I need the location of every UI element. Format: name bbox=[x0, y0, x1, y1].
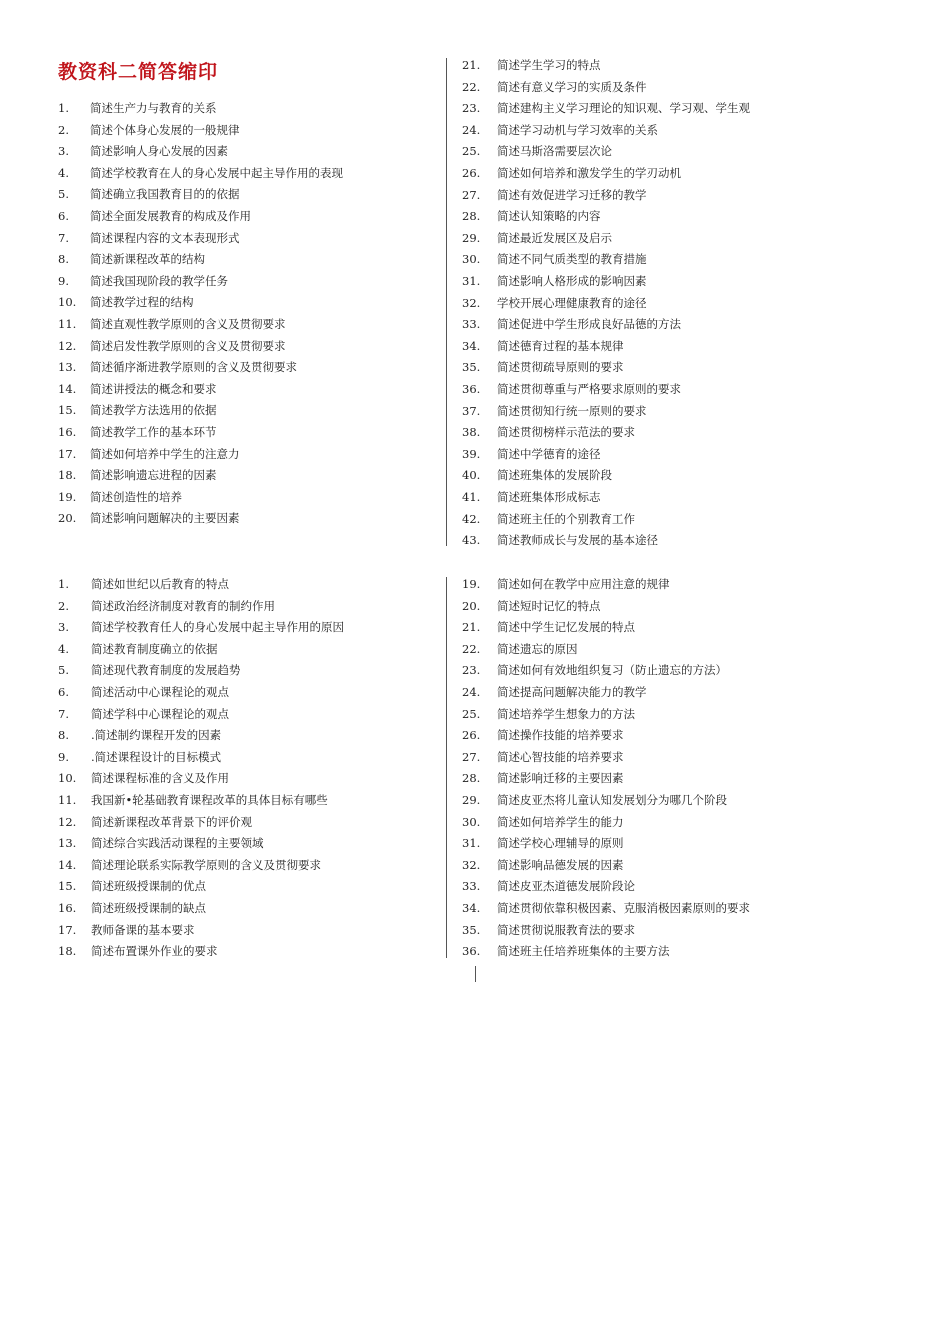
item-text: 简述中学生记忆发展的特点 bbox=[497, 620, 635, 635]
item-text: 简述循序渐进教学原则的含义及贯彻要求 bbox=[90, 360, 297, 375]
item-number: 17. bbox=[58, 446, 77, 461]
item-text: 简述如何在教学中应用注意的规律 bbox=[497, 577, 670, 591]
item-number: 18. bbox=[58, 944, 77, 959]
item-text: 简述学科中心课程论的观点 bbox=[91, 706, 229, 721]
item-text: 简述影响迁移的主要因素 bbox=[497, 771, 624, 786]
item-number: 10. bbox=[58, 771, 77, 786]
item-text: 简述教育制度确立的依据 bbox=[91, 641, 218, 656]
item-text: 简述有意义学习的实质及条件 bbox=[497, 79, 647, 94]
item-number: 16. bbox=[58, 901, 77, 915]
item-text: 简述确立我国教育目的的依据 bbox=[90, 187, 240, 202]
item-text: 简述贯彻疏导原则的要求 bbox=[497, 360, 624, 375]
item-text: 简述政治经济制度对教育的制约作用 bbox=[91, 598, 275, 613]
item-text: 简述讲授法的概念和要求 bbox=[90, 381, 217, 396]
item-text: 学校开展心理健康教育的途径 bbox=[497, 295, 647, 310]
item-text: 简述创造性的培养 bbox=[90, 489, 182, 504]
item-number: 17. bbox=[58, 922, 77, 937]
item-text: 简述如何培养学生的能力 bbox=[497, 814, 624, 829]
item-text: 简述直观性教学原则的含义及贯彻要求 bbox=[90, 317, 286, 331]
item-text: 简述建构主义学习理论的知识观、学习观、学生观 bbox=[497, 101, 750, 116]
item-text: 简述培养学生想象力的方法 bbox=[497, 706, 635, 721]
item-text: 简述提高问题解决能力的教学 bbox=[497, 685, 647, 699]
item-number: 31. bbox=[462, 274, 481, 288]
item-number: 2. bbox=[58, 122, 69, 137]
item-text: 简述学校教育在人的身心发展中起主导作用的表现 bbox=[90, 165, 343, 180]
item-number: 35. bbox=[462, 360, 481, 375]
item-text: 简述德育过程的基本规律 bbox=[497, 338, 624, 353]
item-number: 15. bbox=[58, 403, 77, 418]
item-text: 简述综合实践活动课程的主要领域 bbox=[91, 836, 264, 851]
item-text: 简述操作技能的培养要求 bbox=[497, 728, 624, 743]
item-number: 42. bbox=[462, 511, 481, 526]
item-text: 简述影响人格形成的影响因素 bbox=[497, 274, 647, 288]
item-text: 简述班主任培养班集体的主要方法 bbox=[497, 944, 670, 959]
item-text: 简述心智技能的培养要求 bbox=[497, 749, 624, 764]
item-text: 简述贯彻依靠积极因素、克服消极因素原则的要求 bbox=[497, 901, 750, 915]
item-number: 23. bbox=[462, 663, 481, 678]
item-number: 12. bbox=[58, 338, 77, 353]
item-number: 32. bbox=[462, 857, 481, 872]
item-number: 12. bbox=[58, 814, 77, 829]
column-divider bbox=[446, 58, 447, 546]
item-text: 简述教师成长与发展的基本途径 bbox=[497, 533, 658, 548]
item-text: 简述班集体形成标志 bbox=[497, 490, 601, 504]
item-number: 37. bbox=[462, 403, 481, 418]
item-text: 简述遗忘的原因 bbox=[497, 641, 578, 656]
item-number: 29. bbox=[462, 230, 481, 245]
item-text: 简述学习动机与学习效率的关系 bbox=[497, 122, 658, 137]
item-text: 简述中学德育的途径 bbox=[497, 446, 601, 461]
page-title: 教资科二简答缩印 bbox=[58, 61, 219, 83]
item-number: 34. bbox=[462, 338, 481, 353]
item-number: 22. bbox=[462, 79, 481, 94]
item-text: 简述个体身心发展的一般规律 bbox=[90, 122, 240, 137]
item-number: 24. bbox=[462, 685, 481, 699]
item-text: 简述如何有效地组织复习（防止遗忘的方法） bbox=[497, 663, 727, 678]
item-number: 19. bbox=[462, 577, 481, 591]
item-number: 26. bbox=[462, 166, 481, 180]
item-text: 简述短时记忆的特点 bbox=[497, 598, 601, 613]
item-number: 11. bbox=[58, 793, 77, 807]
item-number: 33. bbox=[462, 317, 481, 332]
item-number: 25. bbox=[462, 706, 481, 721]
item-number: 1. bbox=[58, 577, 69, 591]
item-number: 38. bbox=[462, 425, 481, 440]
item-text: 简述活动中心课程论的观点 bbox=[91, 685, 229, 699]
item-text: 简述贯彻榜样示范法的要求 bbox=[497, 425, 635, 440]
item-number: 22. bbox=[462, 641, 481, 656]
item-text: 简述布置课外作业的要求 bbox=[91, 944, 218, 959]
item-number: 16. bbox=[58, 425, 77, 439]
item-text: 简述新课程改革的结构 bbox=[90, 252, 205, 267]
item-number: 14. bbox=[58, 381, 77, 396]
item-number: 11. bbox=[58, 317, 77, 331]
item-number: 20. bbox=[58, 511, 77, 526]
item-number: 35. bbox=[462, 922, 481, 937]
item-text: 简述生产力与教育的关系 bbox=[90, 101, 217, 115]
item-text: .简述课程设计的目标模式 bbox=[91, 749, 222, 764]
item-text: 简述现代教育制度的发展趋势 bbox=[91, 663, 241, 678]
item-number: 36. bbox=[462, 944, 481, 959]
item-text: 简述全面发展教育的构成及作用 bbox=[90, 209, 251, 223]
item-number: 30. bbox=[462, 814, 481, 829]
item-text: 简述课程标准的含义及作用 bbox=[91, 771, 229, 786]
item-number: 20. bbox=[462, 598, 481, 613]
item-text: 简述理论联系实际教学原则的含义及贯彻要求 bbox=[91, 857, 321, 872]
item-number: 33. bbox=[462, 879, 481, 894]
item-text: 简述教学方法选用的依据 bbox=[90, 403, 217, 418]
item-text: 简述贯彻知行统一原则的要求 bbox=[497, 403, 647, 418]
item-number: 13. bbox=[58, 836, 77, 851]
item-number: 21. bbox=[462, 620, 481, 635]
item-number: 24. bbox=[462, 122, 481, 137]
item-text: 我国新•轮基础教育课程改革的具体目标有哪些 bbox=[91, 793, 328, 807]
item-text: 简述课程内容的文本表现形式 bbox=[90, 230, 240, 245]
item-text: 简述学生学习的特点 bbox=[497, 58, 601, 72]
item-text: 简述学校教育任人的身心发展中起主导作用的原因 bbox=[91, 620, 344, 635]
item-text: 简述认知策略的内容 bbox=[497, 209, 601, 224]
item-text: 简述教学工作的基本环节 bbox=[90, 425, 217, 439]
item-number: 14. bbox=[58, 857, 77, 872]
item-number: 19. bbox=[58, 489, 77, 504]
item-number: 5. bbox=[58, 187, 69, 202]
item-number: 21. bbox=[462, 58, 481, 72]
item-number: 39. bbox=[462, 446, 481, 461]
item-text: 简述如何培养和激发学生的学刃动机 bbox=[497, 166, 681, 180]
column-divider bbox=[475, 966, 476, 982]
item-number: 2. bbox=[58, 598, 69, 613]
item-number: 3. bbox=[58, 620, 69, 635]
column-divider bbox=[446, 577, 447, 958]
item-text: 简述影响品德发展的因素 bbox=[497, 857, 624, 872]
item-number: 9. bbox=[58, 749, 69, 764]
item-number: 8. bbox=[58, 728, 69, 743]
item-text: 简述皮亚杰将儿童认知发展划分为哪几个阶段 bbox=[497, 793, 727, 807]
item-number: 26. bbox=[462, 728, 481, 743]
item-text: 简述学校心理辅导的原则 bbox=[497, 836, 624, 851]
item-number: 43. bbox=[462, 533, 481, 548]
item-text: 简述贯彻说服教育法的要求 bbox=[497, 922, 635, 937]
item-text: 简述最近发展区及启示 bbox=[497, 230, 612, 245]
item-number: 31. bbox=[462, 836, 481, 851]
item-number: 28. bbox=[462, 771, 481, 786]
item-text: 简述教学过程的结构 bbox=[90, 295, 194, 310]
item-text: 简述影响问题解决的主要因素 bbox=[90, 511, 240, 526]
item-number: 10. bbox=[58, 295, 77, 310]
item-number: 6. bbox=[58, 685, 69, 699]
item-text: 简述班级授课制的缺点 bbox=[91, 901, 206, 915]
item-number: 41. bbox=[462, 490, 481, 504]
item-text: 简述班级授课制的优点 bbox=[91, 879, 206, 894]
item-text: 简述新课程改革背景下的评价观 bbox=[91, 814, 252, 829]
item-text: 简述有效促进学习迁移的教学 bbox=[497, 187, 647, 202]
item-number: 29. bbox=[462, 793, 481, 807]
item-text: 简述皮亚杰道德发展阶段论 bbox=[497, 879, 635, 894]
item-text: 简述促进中学生形成良好品德的方法 bbox=[497, 317, 681, 332]
item-number: 13. bbox=[58, 360, 77, 375]
item-number: 6. bbox=[58, 209, 69, 223]
item-text: 简述班集体的发展阶段 bbox=[497, 468, 612, 483]
item-number: 7. bbox=[58, 706, 69, 721]
item-number: 27. bbox=[462, 187, 481, 202]
item-text: 简述如世纪以后教育的特点 bbox=[91, 577, 229, 591]
item-number: 4. bbox=[58, 165, 69, 180]
item-number: 5. bbox=[58, 663, 69, 678]
item-number: 4. bbox=[58, 641, 69, 656]
item-text: 简述影响遗忘进程的因素 bbox=[90, 468, 217, 483]
item-number: 3. bbox=[58, 144, 69, 159]
item-number: 23. bbox=[462, 101, 481, 116]
item-text: 简述马斯洛需要层次论 bbox=[497, 144, 612, 159]
item-number: 1. bbox=[58, 101, 69, 115]
item-number: 32. bbox=[462, 295, 481, 310]
item-number: 15. bbox=[58, 879, 77, 894]
item-number: 27. bbox=[462, 749, 481, 764]
item-text: .简述制约课程开发的因素 bbox=[91, 728, 222, 743]
item-number: 28. bbox=[462, 209, 481, 224]
item-number: 30. bbox=[462, 252, 481, 267]
item-number: 34. bbox=[462, 901, 481, 915]
item-number: 7. bbox=[58, 230, 69, 245]
item-text: 简述班主任的个别教育工作 bbox=[497, 511, 635, 526]
item-text: 简述影响人身心发展的因素 bbox=[90, 144, 228, 159]
item-text: 简述启发性教学原则的含义及贯彻要求 bbox=[90, 338, 286, 353]
item-number: 8. bbox=[58, 252, 69, 267]
item-text: 简述不同气质类型的教育措施 bbox=[497, 252, 647, 267]
item-number: 36. bbox=[462, 382, 481, 396]
item-text: 简述如何培养中学生的注意力 bbox=[90, 446, 240, 461]
item-number: 40. bbox=[462, 468, 481, 483]
item-text: 教师备课的基本要求 bbox=[91, 922, 195, 937]
item-text: 简述我国现阶段的教学任务 bbox=[90, 273, 228, 288]
item-text: 简述贯彻尊重与严格要求原则的要求 bbox=[497, 382, 681, 396]
item-number: 9. bbox=[58, 273, 69, 288]
item-number: 25. bbox=[462, 144, 481, 159]
item-number: 18. bbox=[58, 468, 77, 483]
